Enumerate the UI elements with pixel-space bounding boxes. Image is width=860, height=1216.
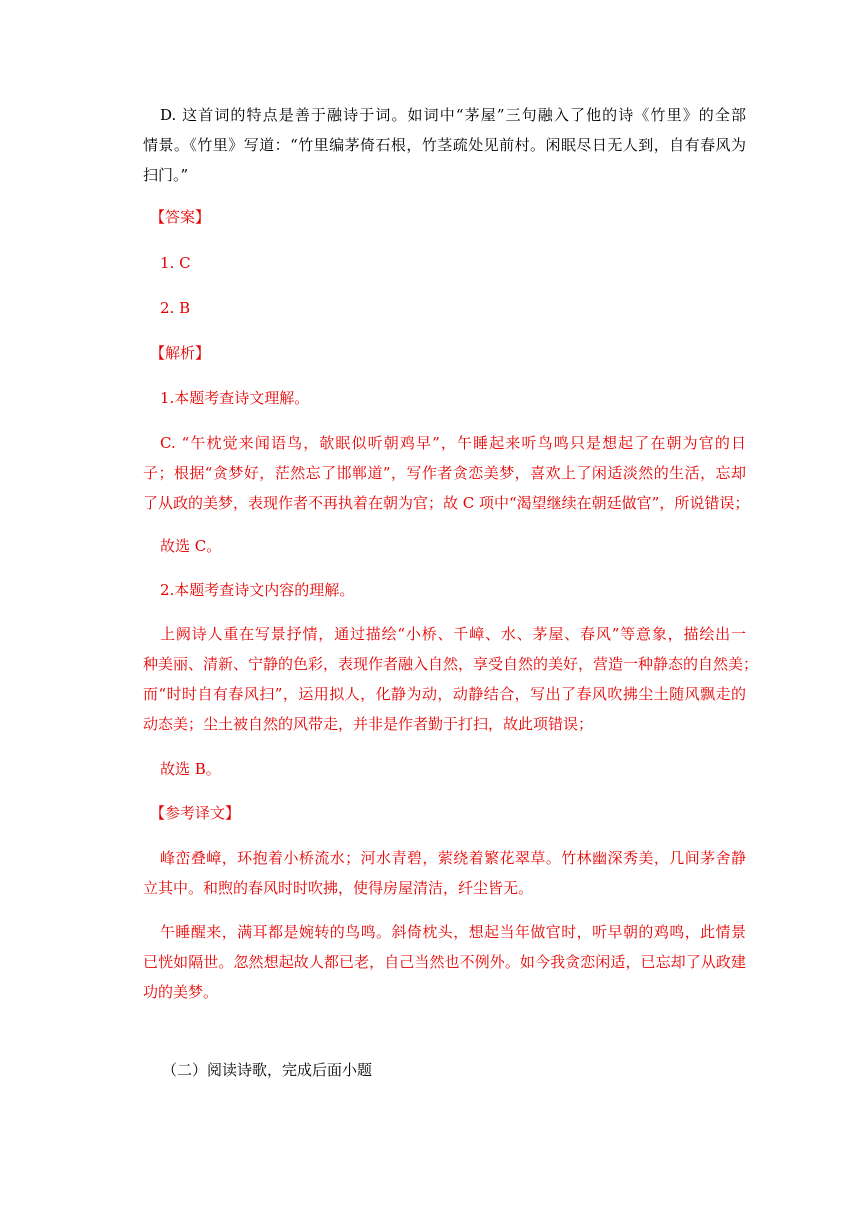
answer-item-1: 1. C xyxy=(160,254,191,272)
translation-para-1-line-2: 立其中。和煦的春风时时吹拂，使得房屋清洁，纤尘皆无。 xyxy=(143,879,534,897)
analysis-q2-para-line-3: 而“时时自有春风扫”，运用拟人，化静为动，动静结合，写出了春风吹拂尘土随风飘走的 xyxy=(143,685,746,703)
analysis-q2-title: 2.本题考查诗文内容的理解。 xyxy=(160,581,355,599)
analysis-q1-title: 1.本题考查诗文理解。 xyxy=(160,389,310,407)
translation-heading: 【参考译文】 xyxy=(150,804,241,822)
translation-para-1-line-1: 峰峦叠嶂，环抱着小桥流水；河水青碧，萦绕着繁花翠草。竹林幽深秀美，几间茅舍静 xyxy=(160,849,746,867)
analysis-q1-para-line-3: 了从政的美梦，表现作者不再执着在朝为官；故 C 项中“渴望继续在朝廷做官”，所说错误； xyxy=(143,494,750,512)
analysis-q2-para-line-1: 上阙诗人重在写景抒情，通过描绘“小桥、千嶂、水、茅屋、春风”等意象，描绘出一 xyxy=(160,625,746,643)
analysis-q1-para-line-2: 子；根据“贪梦好，茫然忘了邯郸道”，写作者贪恋美梦，喜欢上了闲适淡然的生活，忘却 xyxy=(143,464,746,482)
answer-heading: 【答案】 xyxy=(150,208,211,226)
translation-para-2-line-2: 已恍如隔世。忽然想起故人都已老，自己当然也不例外。如今我贪恋闲适，已忘却了从政建 xyxy=(143,953,746,971)
analysis-q2-choice: 故选 B。 xyxy=(160,760,221,778)
analysis-q1-para-line-1: C. “午枕觉来闻语鸟，欹眠似听朝鸡早”，午睡起来听鸟鸣只是想起了在朝为官的日 xyxy=(160,434,746,452)
answer-item-2: 2. B xyxy=(160,299,191,317)
analysis-q1-choice: 故选 C。 xyxy=(160,537,222,555)
analysis-q2-para-line-2: 种美丽、清新、宁静的色彩，表现作者融入自然，享受自然的美好，营造一种静态的自然美； xyxy=(143,655,759,673)
translation-para-2-line-3: 功的美梦。 xyxy=(143,983,219,1001)
translation-para-2-line-1: 午睡醒来，满耳都是婉转的鸟鸣。斜倚枕头，想起当年做官时，听早朝的鸡鸣，此情景 xyxy=(160,923,746,941)
option-d-line-1: D. 这首词的特点是善于融诗于词。如词中“茅屋”三句融入了他的诗《竹里》的全部 xyxy=(160,106,746,124)
analysis-heading: 【解析】 xyxy=(150,344,211,362)
option-d-line-2: 情景。《竹里》写道：“竹里编茅倚石根，竹茎疏处见前村。闲眠尽日无人到，自有春风为 xyxy=(143,136,746,154)
option-d-line-3: 扫门。” xyxy=(143,166,189,184)
section-2-title: （二）阅读诗歌，完成后面小题 xyxy=(162,1061,373,1079)
analysis-q2-para-line-4: 动态美；尘土被自然的风带走，并非是作者勤于打扫，故此项错误； xyxy=(143,715,594,733)
